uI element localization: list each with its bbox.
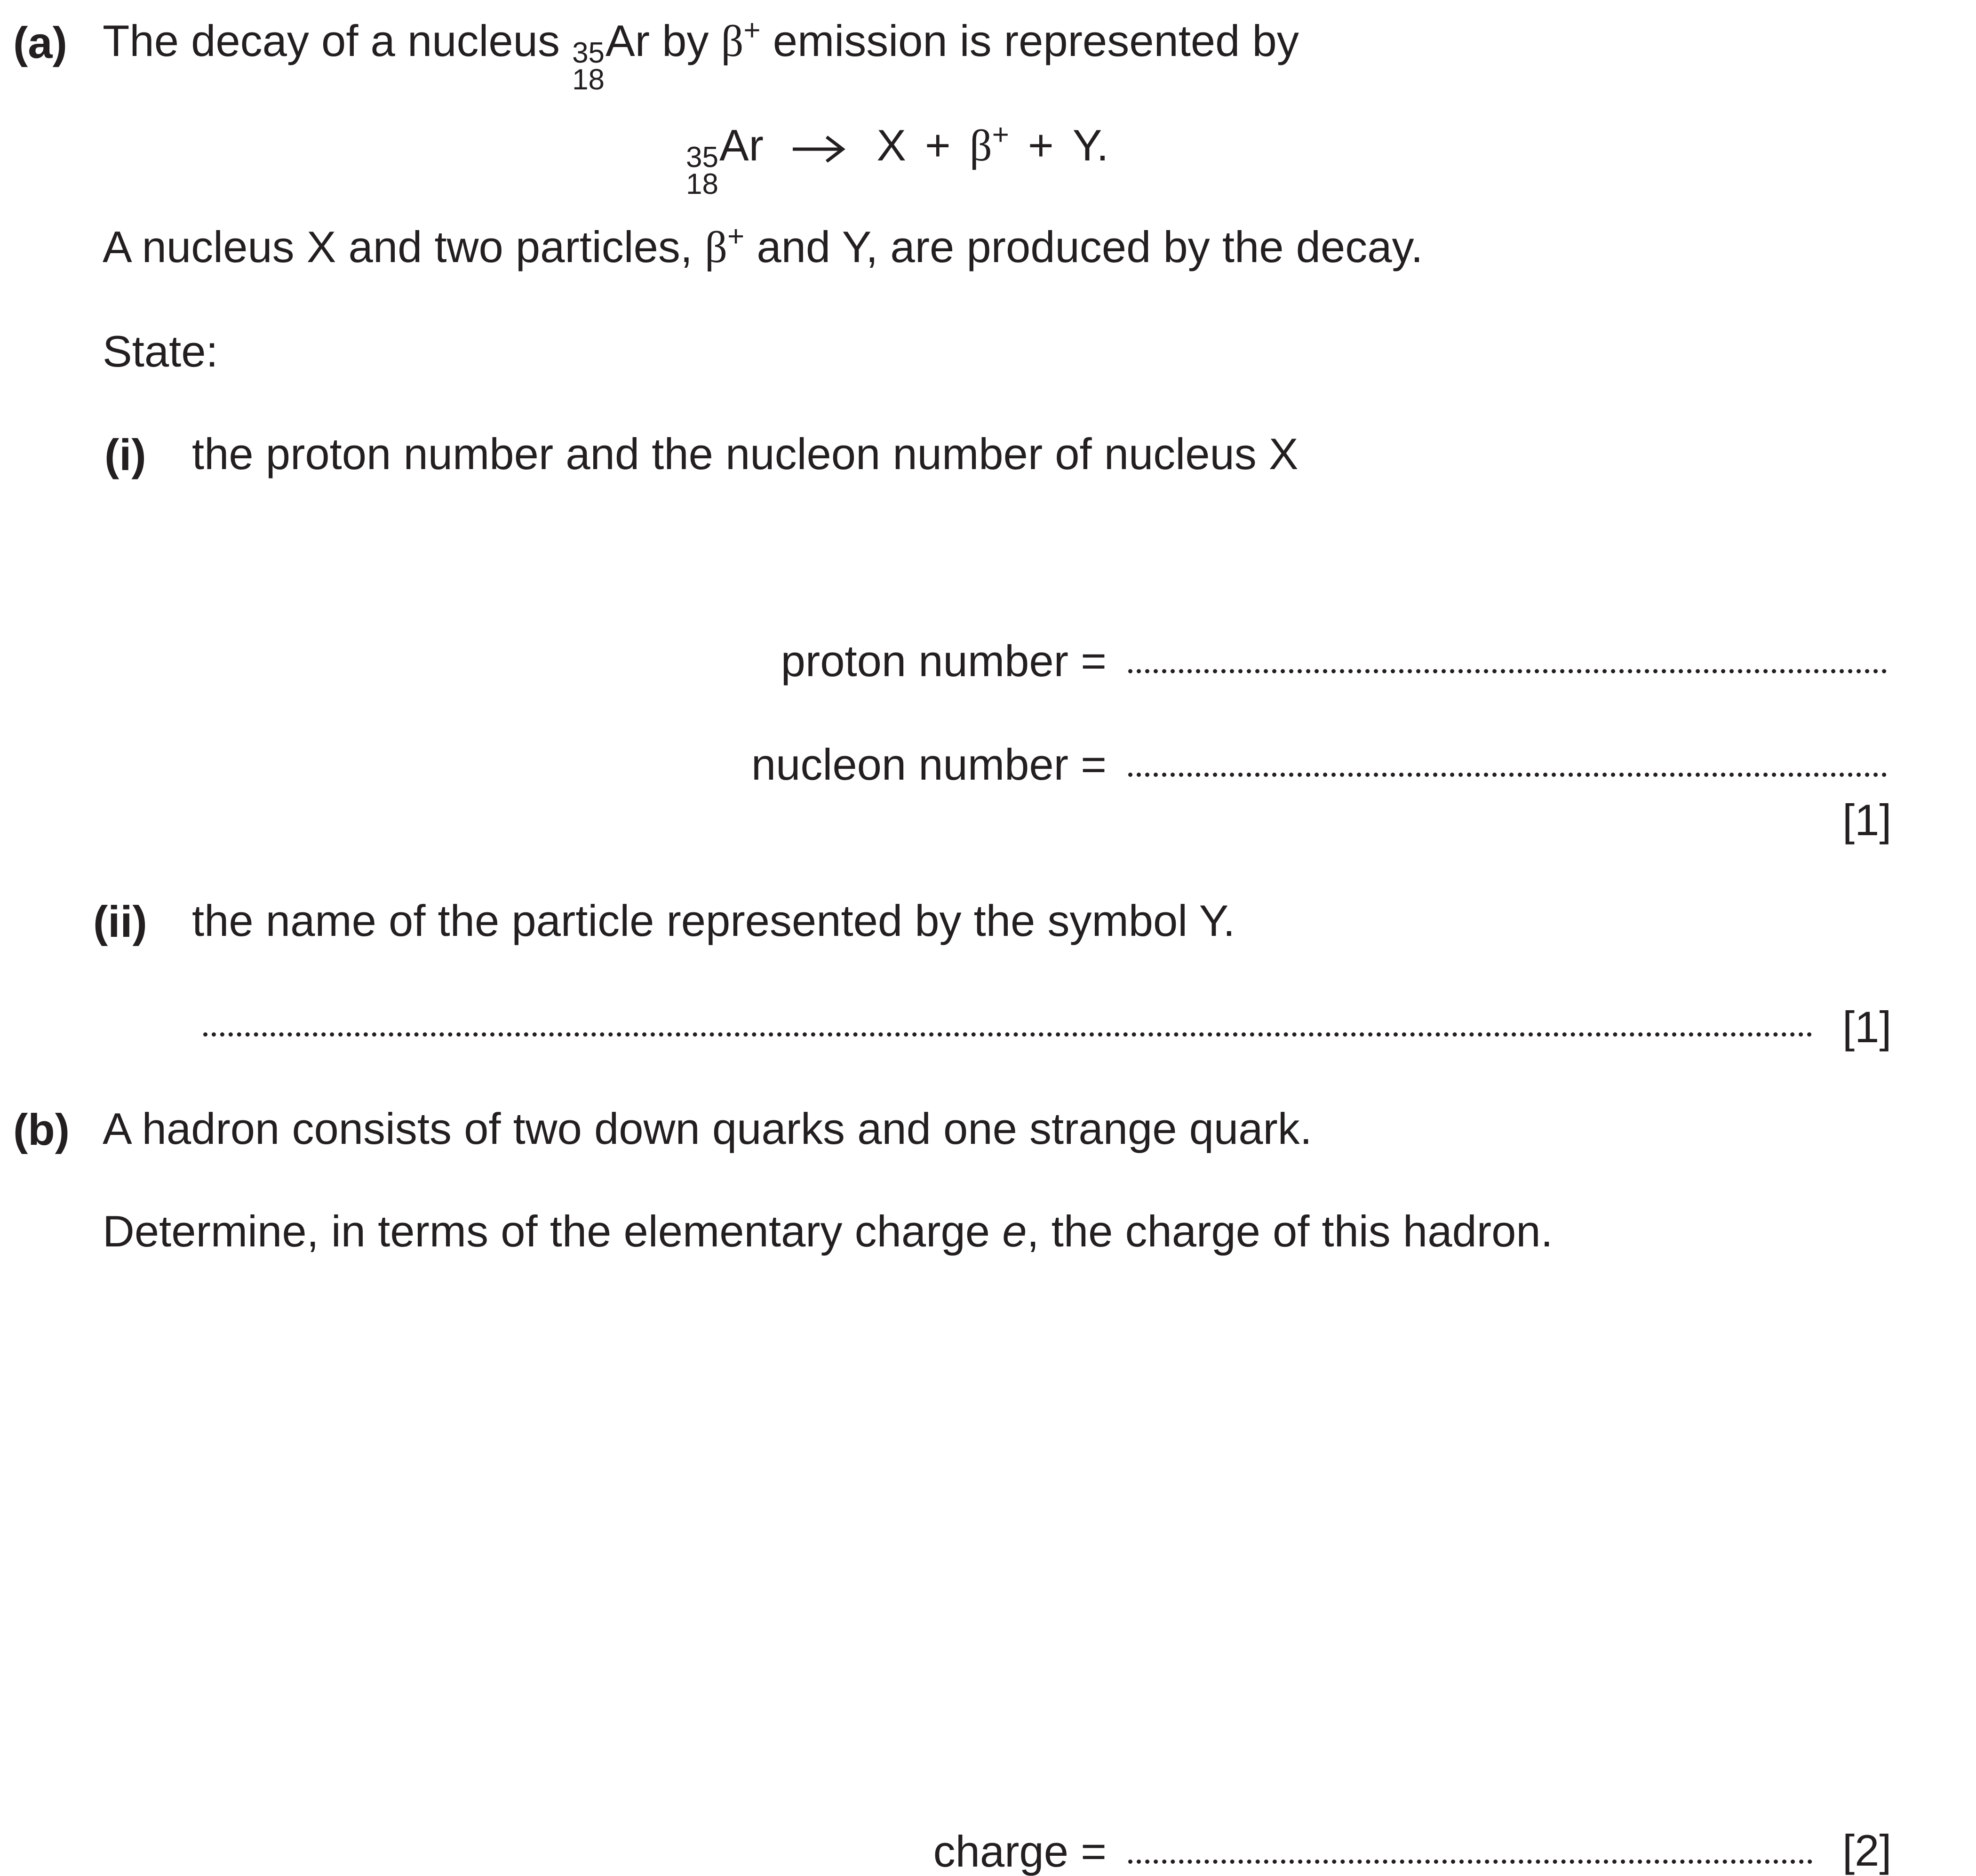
part-b-determine-text: Determine, in terms of the elementary charge e, the charge of this hadron. bbox=[103, 1206, 1553, 1256]
intro-text-middle: by bbox=[662, 16, 709, 65]
argon-nuclide bbox=[572, 16, 650, 96]
sub-ii-label: (ii) bbox=[93, 897, 147, 946]
charge-answer-line[interactable] bbox=[1128, 1860, 1812, 1864]
equation-argon-nuclide: 35 18 Ar bbox=[686, 120, 764, 200]
nucleon-number-label: nucleon number = bbox=[751, 740, 1107, 789]
mass-number: 35 bbox=[572, 36, 605, 69]
sub-ii-question: the name of the particle represented by the symbol Y. bbox=[192, 896, 1235, 945]
part-a-label: (a) bbox=[13, 18, 67, 67]
state-label: State: bbox=[103, 327, 218, 376]
proton-number-answer-line[interactable] bbox=[1128, 669, 1887, 673]
equation-product-y: Y. bbox=[1072, 120, 1109, 170]
atomic-number: 18 bbox=[572, 63, 605, 96]
sub-i-question: the proton number and the nucleon number of nucleus X bbox=[192, 429, 1299, 479]
decay-statement: A nucleus X and two particles, β+ and Y, are produced by the decay. bbox=[103, 220, 1423, 272]
equation-product-x: X bbox=[876, 120, 906, 170]
equation-beta-plus: β+ bbox=[969, 118, 1009, 170]
proton-number-label: proton number = bbox=[781, 636, 1107, 686]
part-b-hadron-text: A hadron consists of two down quarks and one strange quark. bbox=[103, 1104, 1312, 1153]
charge-label: charge = bbox=[933, 1827, 1107, 1876]
sub-ii-marks: [1] bbox=[1842, 1002, 1892, 1052]
part-b-marks: [2] bbox=[1842, 1826, 1892, 1875]
particle-name-answer-line[interactable] bbox=[203, 1032, 1812, 1037]
statement-beta-plus: β+ bbox=[705, 220, 745, 272]
sub-i-label: (i) bbox=[104, 430, 146, 479]
intro-text-before: The decay of a nucleus bbox=[103, 16, 560, 65]
beta-plus-symbol: β+ bbox=[721, 14, 761, 66]
decay-equation bbox=[686, 118, 1109, 200]
intro-text-after: emission is represented by bbox=[773, 16, 1299, 65]
equation-plus-2: + bbox=[1028, 120, 1054, 170]
element-symbol: Ar bbox=[606, 16, 650, 65]
nucleon-number-answer-line[interactable] bbox=[1128, 773, 1887, 777]
part-b-label: (b) bbox=[13, 1105, 70, 1154]
reaction-arrow-icon bbox=[793, 134, 845, 162]
elementary-charge-symbol: e bbox=[1002, 1206, 1027, 1256]
equation-plus-1: + bbox=[924, 120, 951, 170]
sub-i-marks: [1] bbox=[1842, 795, 1892, 845]
part-a-intro bbox=[103, 14, 1299, 96]
